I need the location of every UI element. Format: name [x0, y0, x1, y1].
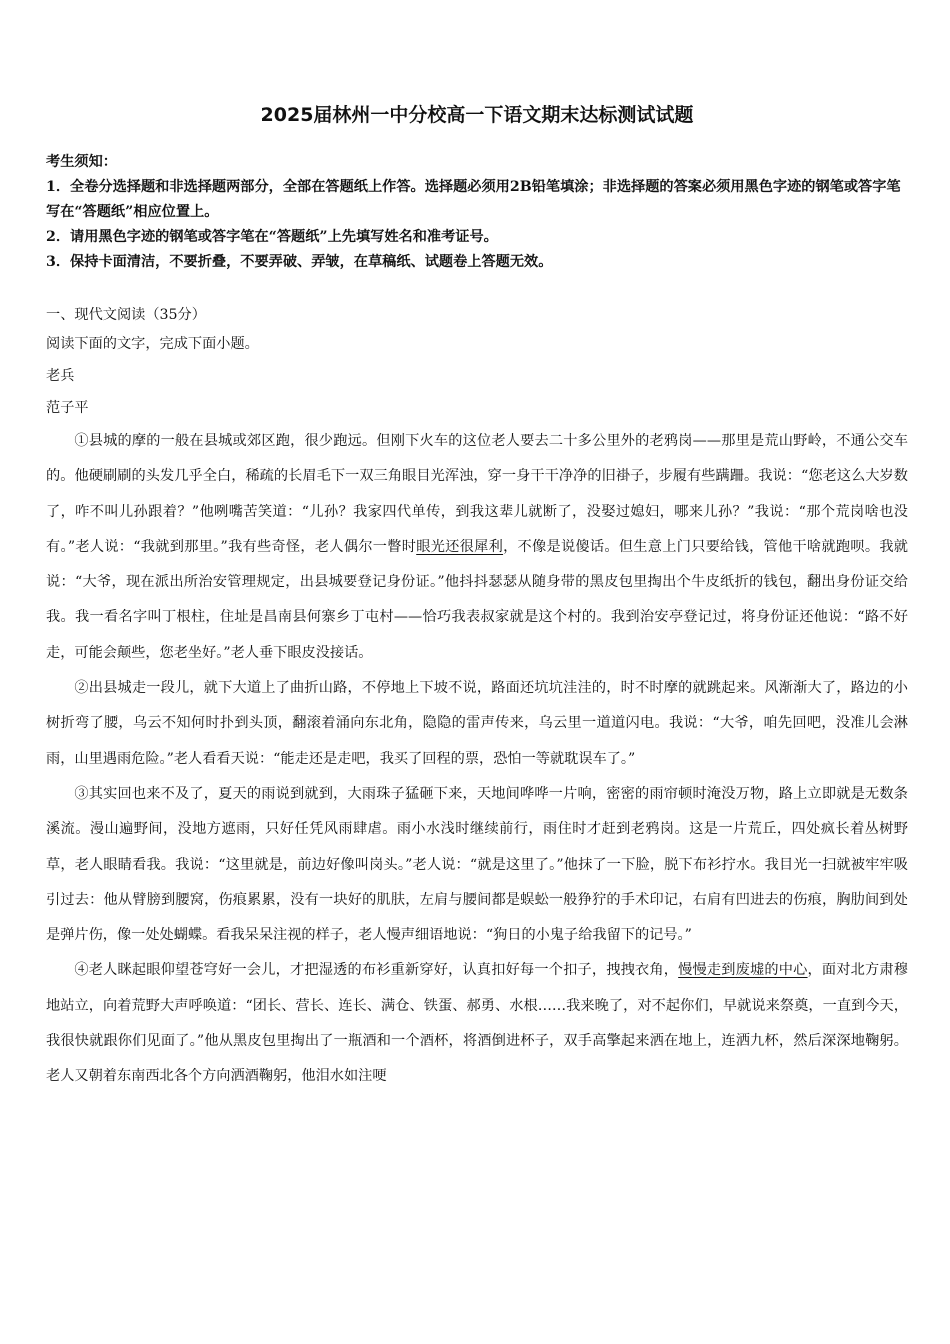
- paragraph-text: ，面对北方肃穆地站立，向着荒野大声呼唤道：“团长、营长、连长、满仓、铁蛋、郝勇、水根……我来晚了，对不起你们，早就说来祭奠，一直到今天，我很快就跟你们见面了。”他从黑皮包里掏出了一瓶酒和一个酒杯，将酒倒进杯子，双手高擎起来洒在地上，连洒九杯，然后深深地鞠躬。老人又朝着东南西北各个方向洒酒鞠躬，他泪水如注哽: [46, 962, 908, 1085]
- page-title: 2025届林州一中分校高一下语文期末达标测试试题: [260, 104, 694, 126]
- paragraph-text: ①县城的摩的一般在县城或郊区跑，很少跑远。但刚下火车的这位老人要去二十多公里外的老鸦岗——那里是荒山野岭，不通公交车的。他硬刷刷的头发几乎全白，稀疏的长眉毛下一双三角眼目光浑浊，穿一身干干净净的旧褂子，步履有些蹒跚。我说：“您老这么大岁数了，咋不叫儿孙跟着？”他咧嘴苦笑道：“儿孙？我家四代单传，到我这辈儿就断了，没娶过媳妇，哪来儿孙？”我说：“那个荒岗啥也没有。”老人说：“我就到那里。”我有些奇怪，老人偶尔一瞥时: [46, 433, 908, 555]
- story-title: 老兵: [46, 368, 75, 384]
- story-author: 范子平: [46, 400, 89, 416]
- notice-item: 3．保持卡面清洁，不要折叠，不要弄破、弄皱，在草稿纸、试题卷上答题无效。: [46, 254, 553, 270]
- underlined-phrase: 眼光还很犀利: [416, 538, 504, 555]
- paragraph-text: ，不像是说傻话。但生意上门只要给钱，管他干啥就跑呗。我就说：“大爷，现在派出所治安管理规定，出县城要登记身份证。”他抖抖瑟瑟从随身带的黑皮包里掏出个牛皮纸折的钱包，翻出身份证交给我。我一看名字叫丁根柱，住址是昌南县何寨乡丁屯村——恰巧我表叔家就是这个村的。我到治安亭登记过，将身份证还他说：“路不好走，可能会颠些，您老坐好。”老人垂下眼皮没接话。: [46, 538, 908, 661]
- exam-page: [46, 100, 908, 1095]
- paragraph-4: [46, 953, 908, 1094]
- notice-item: 1．全卷分选择题和非选择题两部分，全部在答题纸上作答。选择题必须用2B铅笔填涂；非选择题的答案必须用黑色字迹的钢笔或答字笔写在“答题纸”相应位置上。: [46, 179, 901, 220]
- underlined-phrase: 慢慢走到废墟的中心: [678, 962, 808, 979]
- reading-instruction: 阅读下面的文字，完成下面小题。: [46, 336, 259, 352]
- notice-heading: 考生须知：: [46, 154, 117, 170]
- paragraph-text: ④老人眯起眼仰望苍穹好一会儿，才把湿透的布衫重新穿好，认真扣好每一个扣子，拽拽衣角，: [74, 962, 679, 979]
- paragraph-2: ②出县城走一段儿，就下大道上了曲折山路，不停地上下坡不说，路面还坑坑洼洼的，时不时摩的就跳起来。风渐渐大了，路边的小树折弯了腰，乌云不知何时扑到头顶，翻滚着涌向东北角，隐隐的雷声传来，乌云里一道道闪电。我说：“大爷，咱先回吧，没准儿会淋雨，山里遇雨危险。”老人看看天说：“能走还是走吧，我买了回程的票，恐怕一等就耽误车了。”: [46, 680, 908, 767]
- paragraph-1: [46, 424, 908, 671]
- section-heading: 一、现代文阅读（35分）: [46, 307, 206, 323]
- notice-item: 2．请用黑色字迹的钢笔或答字笔在“答题纸”上先填写姓名和准考证号。: [46, 229, 498, 245]
- paragraph-3: ③其实回也来不及了，夏天的雨说到就到，大雨珠子猛砸下来，天地间哗哗一片响，密密的雨帘顿时淹没万物，路上立即就是无数条溪流。漫山遍野间，没地方遮雨，只好任凭风雨肆虐。雨小水浅时继续前行，雨住时才赶到老鸦岗。这是一片荒丘，四处疯长着丛树野草，老人眼睛看我。我说：“这里就是，前边好像叫岗头。”老人说：“就是这里了。”他抹了一下脸，脱下布衫拧水。我目光一扫就被牢牢吸引过去：他从臂膀到腰窝，伤痕累累，没有一块好的肌肤，左肩与腰间都是蜈蚣一般狰狞的手术印记，右肩有凹进去的伤痕，胸肋间到处是弹片伤，像一处处蝴蝶。看我呆呆注视的样子，老人慢声细语地说：“狗日的小鬼子给我留下的记号。”: [46, 785, 908, 944]
- exam-notice: [46, 150, 908, 275]
